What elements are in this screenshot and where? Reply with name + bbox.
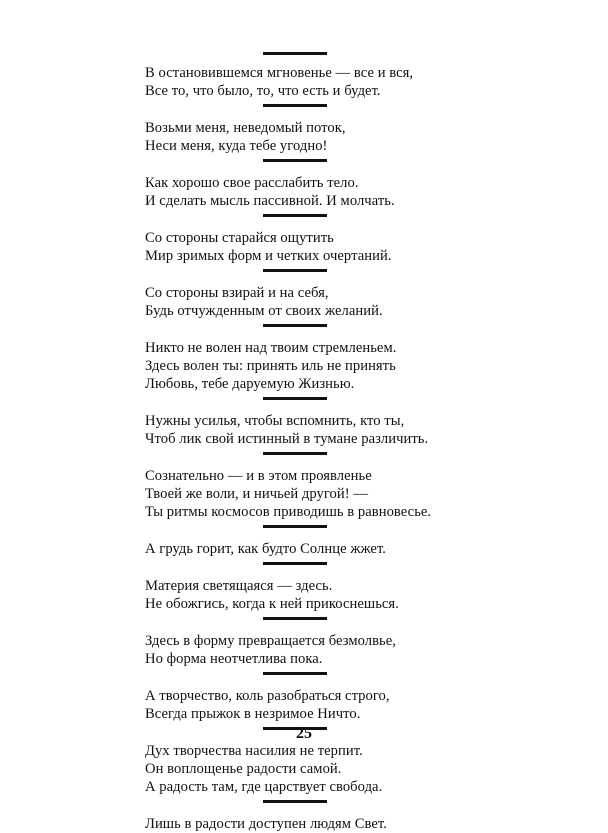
stanza-12 xyxy=(145,687,445,723)
verse-line: В остановившемся мгновенье — все и вся, xyxy=(145,65,414,81)
verse-line: Всегда прыжок в незримое Ничто. xyxy=(145,706,361,722)
verse-line: Все то, что было, то, что есть и будет. xyxy=(145,83,381,99)
stanza-divider xyxy=(263,672,327,675)
verse-line: Чтоб лик свой истинный в тумане различить. xyxy=(145,431,429,447)
stanza-divider xyxy=(263,397,327,400)
verse-line: А грудь горит, как будто Солнце жжет. xyxy=(145,541,386,557)
stanza-5 xyxy=(145,284,445,320)
stanza-4 xyxy=(145,229,445,265)
stanza-7 xyxy=(145,412,445,448)
verse-line: И сделать мысль пассивной. И молчать. xyxy=(145,193,395,209)
verse-line: Здесь в форму превращается безмолвье, xyxy=(145,633,396,649)
verse-line: Не обожгись, когда к ней прикоснешься. xyxy=(145,596,399,612)
stanza-divider xyxy=(263,52,327,55)
stanza-divider xyxy=(263,214,327,217)
verse-line: Возьми меня, неведомый поток, xyxy=(145,120,346,136)
stanza-divider xyxy=(263,800,327,803)
verse-line: Сознательно — и в этом проявленье xyxy=(145,468,372,484)
stanza-11 xyxy=(145,632,445,668)
verse-line: Здесь волен ты: принять иль не принять xyxy=(145,358,396,374)
verse-line: Дух творчества насилия не терпит. xyxy=(145,743,363,759)
verse-line: Он воплощенье радости самой. xyxy=(145,761,342,777)
stanza-8 xyxy=(145,467,445,521)
stanza-14 xyxy=(145,815,445,833)
poem-page xyxy=(145,52,445,833)
verse-line: А радость там, где царствует свобода. xyxy=(145,779,383,795)
verse-line: Но форма неотчетлива пока. xyxy=(145,651,323,667)
stanza-divider xyxy=(263,452,327,455)
stanza-divider xyxy=(263,617,327,620)
stanza-divider xyxy=(263,104,327,107)
verse-line: Никто не волен над твоим стремленьем. xyxy=(145,340,397,356)
verse-line: Мир зримых форм и четких очертаний. xyxy=(145,248,392,264)
verse-line: Материя светящаяся — здесь. xyxy=(145,578,333,594)
verse-line: Лишь в радости доступен людям Свет. xyxy=(145,816,387,832)
stanza-3 xyxy=(145,174,445,210)
stanza-10 xyxy=(145,577,445,613)
stanza-divider xyxy=(263,525,327,528)
verse-line: Будь отчужденным от своих желаний. xyxy=(145,303,383,319)
verse-line: Любовь, тебе даруемую Жизнью. xyxy=(145,376,355,392)
verse-line: Со стороны старайся ощутить xyxy=(145,230,334,246)
stanza-divider xyxy=(263,562,327,565)
verse-line: Неси меня, куда тебе угодно! xyxy=(145,138,328,154)
stanza-6 xyxy=(145,339,445,393)
verse-line: Нужны усилья, чтобы вспомнить, кто ты, xyxy=(145,413,405,429)
verse-line: Твоей же воли, и ничьей другой! — xyxy=(145,486,369,502)
page-number: 25 xyxy=(296,725,312,742)
verse-line: Как хорошо свое расслабить тело. xyxy=(145,175,359,191)
stanza-divider xyxy=(263,324,327,327)
stanza-2 xyxy=(145,119,445,155)
verse-line: Ты ритмы космосов приводишь в равновесье. xyxy=(145,504,432,520)
stanza-9 xyxy=(145,540,445,558)
stanza-13 xyxy=(145,742,445,796)
verse-line: А творчество, коль разобраться строго, xyxy=(145,688,390,704)
stanza-divider xyxy=(263,269,327,272)
stanza-1 xyxy=(145,64,445,100)
stanza-divider xyxy=(263,159,327,162)
verse-line: Со стороны взирай и на себя, xyxy=(145,285,329,301)
